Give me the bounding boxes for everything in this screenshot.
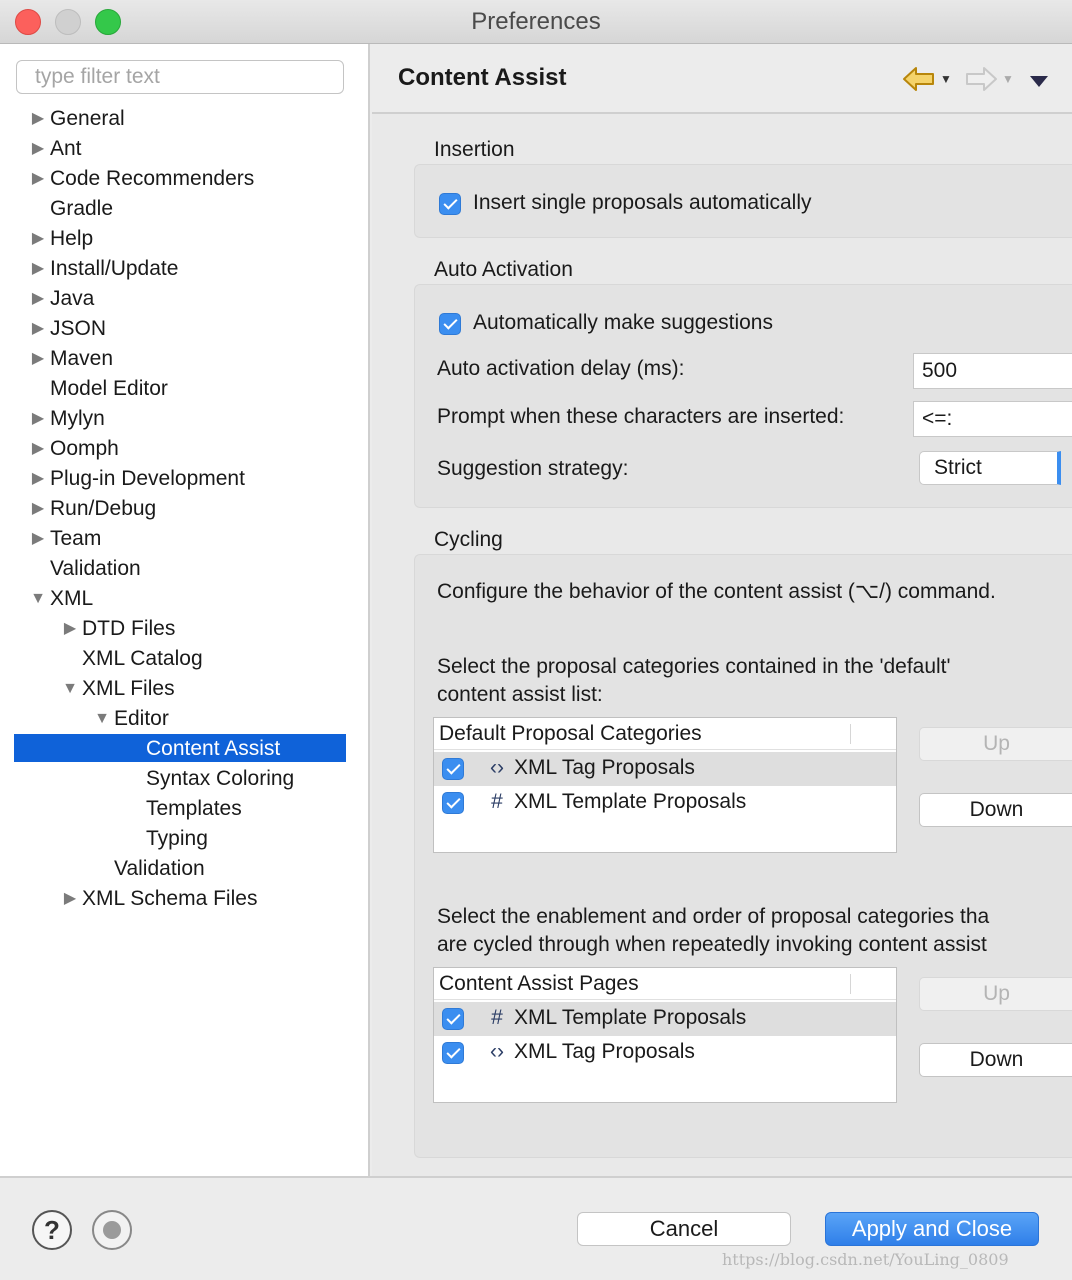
column-header-label: Content Assist Pages [439,972,639,995]
tree-item-model-editor[interactable] [0,374,370,404]
template-hash-icon: # [491,790,503,813]
row-label: XML Tag Proposals [514,756,695,779]
pages-up-button[interactable]: Up [919,977,1072,1011]
apply-and-close-button[interactable]: Apply and Close [825,1212,1039,1246]
tree-item-label: Validation [114,857,205,880]
tree-item-typing[interactable] [0,824,370,854]
delay-label: Auto activation delay (ms): [437,357,685,380]
tree-item-code-recommenders[interactable] [0,164,370,194]
expand-arrow-icon[interactable]: ▶ [63,890,77,907]
tree-item-label: Typing [146,827,208,850]
insertion-group [414,164,1072,238]
import-export-icon[interactable] [92,1210,132,1250]
tree-item-label: Editor [114,707,169,730]
default-down-button[interactable]: Down [919,793,1072,827]
table-row[interactable] [434,1036,896,1070]
auto-suggest-label: Automatically make suggestions [473,311,773,334]
expand-arrow-icon[interactable]: ▶ [31,500,45,517]
expand-arrow-icon[interactable]: ▶ [31,320,45,337]
pages-description-line1: Select the enablement and order of proposal categories tha [437,905,990,928]
tree-item-label: Java [50,287,95,310]
tree-item-xml-files[interactable] [0,674,370,704]
row-checkbox[interactable] [442,1042,464,1064]
page-header [372,44,1072,114]
window-title: Preferences [471,8,601,35]
tree-item-xml-validation[interactable] [0,854,370,884]
back-arrow-icon[interactable] [902,66,936,92]
row-checkbox[interactable] [442,1008,464,1030]
xml-tag-icon: ‹› [490,1040,504,1063]
tree-item-label: XML Schema Files [82,887,258,910]
pages-down-button[interactable]: Down [919,1043,1072,1077]
table-row[interactable] [434,1002,896,1036]
default-proposal-categories-table[interactable] [433,717,897,853]
tree-item-label: Run/Debug [50,497,157,520]
default-list-description-line1: Select the proposal categories contained in the 'default' [437,655,951,678]
tree-item-label: XML Catalog [82,647,203,670]
tree-item-label: XML [50,587,94,610]
delay-input[interactable] [913,353,1072,389]
insert-single-checkbox[interactable] [439,193,461,215]
tree-item-label: Team [50,527,102,550]
tree-item-label: Help [50,227,94,250]
cycling-group-title: Cycling [434,528,503,551]
expand-arrow-icon[interactable]: ▶ [31,470,45,487]
tree-item-label: Model Editor [50,377,168,400]
page-title: Content Assist [398,64,567,91]
prompt-chars-label: Prompt when these characters are inserted: [437,405,845,428]
tree-item-install-update[interactable] [0,254,370,284]
tree-item-label: Code Recommenders [50,167,255,190]
table-header[interactable] [434,968,896,1000]
table-row[interactable] [434,786,896,820]
tree-item-plugin-development[interactable] [0,464,370,494]
tree-item-templates[interactable] [0,794,370,824]
expand-arrow-icon[interactable]: ▶ [31,410,45,427]
tree-item-label: Validation [50,557,141,580]
tree-item-label: Plug-in Development [50,467,245,490]
expand-arrow-icon[interactable]: ▶ [31,350,45,367]
xml-tag-icon: ‹› [490,756,504,779]
tree-item-general[interactable] [0,104,370,134]
column-separator[interactable] [850,724,851,744]
cycling-group [414,554,1072,1158]
tree-item-label: Content Assist [146,737,281,760]
filter-input[interactable] [16,60,344,94]
column-header-label: Default Proposal Categories [439,722,702,745]
row-label: XML Template Proposals [514,790,747,813]
auto-suggest-checkbox[interactable] [439,313,461,335]
preferences-tree-panel [0,44,370,1176]
tree-item-label: Templates [146,797,242,820]
column-separator[interactable] [850,974,851,994]
table-row[interactable] [434,752,896,786]
expand-arrow-icon[interactable]: ▶ [31,230,45,247]
tree-item-help[interactable] [0,224,370,254]
pages-description-line2: are cycled through when repeatedly invoking content assist [437,933,987,956]
expand-arrow-icon[interactable]: ▶ [63,620,77,637]
tree-item-xml-schema-files[interactable] [0,884,370,914]
insertion-group-title: Insertion [434,138,515,161]
table-header[interactable] [434,718,896,750]
tree-item-run-debug[interactable] [0,494,370,524]
row-label: XML Tag Proposals [514,1040,695,1063]
expand-arrow-icon[interactable]: ▶ [31,140,45,157]
expand-arrow-icon[interactable]: ▶ [31,110,45,127]
expand-arrow-icon[interactable]: ▶ [31,170,45,187]
tree-item-oomph[interactable] [0,434,370,464]
expand-arrow-icon[interactable]: ▶ [31,290,45,307]
tree-item-label: Ant [50,137,82,160]
default-list-description-line2: content assist list: [437,683,603,706]
tree-item-label: DTD Files [82,617,176,640]
cancel-button[interactable]: Cancel [577,1212,791,1246]
title-bar [0,0,1072,44]
cycling-description: Configure the behavior of the content assist (⌥/) command. [437,580,996,603]
tree-item-ant[interactable] [0,134,370,164]
tree-item-label: Gradle [50,197,114,220]
insert-single-label: Insert single proposals automatically [473,191,812,214]
tree-item-gradle[interactable] [0,194,370,224]
expand-arrow-icon[interactable]: ▶ [31,260,45,277]
strategy-value: Strict [934,456,982,479]
default-up-button[interactable]: Up [919,727,1072,761]
prompt-chars-input[interactable] [913,401,1072,437]
forward-history-dropdown-icon[interactable]: ▼ [1002,72,1014,86]
help-button[interactable]: ? [32,1210,72,1250]
tree-item-xml[interactable] [0,584,370,614]
tree-item-team[interactable] [0,524,370,554]
expand-arrow-icon[interactable]: ▶ [31,440,45,457]
tree-item-editor[interactable] [0,704,370,734]
tree-item-validation[interactable] [0,554,370,584]
auto-activation-group-title: Auto Activation [434,258,573,281]
collapse-arrow-icon[interactable]: ▼ [30,590,46,607]
strategy-label: Suggestion strategy: [437,457,629,480]
auto-activation-group [414,284,1072,508]
template-hash-icon: # [491,1006,503,1029]
tree-item-xml-catalog[interactable] [0,644,370,674]
tree-item-java[interactable] [0,284,370,314]
tree-item-mylyn[interactable] [0,404,370,434]
forward-arrow-icon[interactable] [964,66,998,92]
tree-item-json[interactable] [0,314,370,344]
tree-item-dtd-files[interactable] [0,614,370,644]
tree-item-label: Oomph [50,437,119,460]
content-assist-pages-table[interactable] [433,967,897,1103]
tree-item-label: Mylyn [50,407,105,430]
content-assist-page [372,114,1072,1176]
tree-item-label: XML Files [82,677,175,700]
row-checkbox[interactable] [442,758,464,780]
collapse-arrow-icon[interactable]: ▼ [94,710,110,727]
tree-item-label: Maven [50,347,114,370]
tree-item-label: Install/Update [50,257,179,280]
tree-item-content-assist[interactable] [0,734,370,764]
tree-item-syntax-coloring[interactable] [0,764,370,794]
strategy-select[interactable] [919,451,1061,485]
tree-item-maven[interactable] [0,344,370,374]
back-history-dropdown-icon[interactable]: ▼ [940,72,952,86]
tree-item-label: Syntax Coloring [146,767,295,790]
collapse-arrow-icon[interactable]: ▼ [62,680,78,697]
tree-item-label: General [50,107,125,130]
watermark: https://blog.csdn.net/YouLing_0809 [722,1250,1009,1269]
row-checkbox[interactable] [442,792,464,814]
expand-arrow-icon[interactable]: ▶ [31,530,45,547]
view-menu-icon[interactable] [1030,76,1048,87]
row-label: XML Template Proposals [514,1006,747,1029]
tree-item-label: JSON [50,317,107,340]
